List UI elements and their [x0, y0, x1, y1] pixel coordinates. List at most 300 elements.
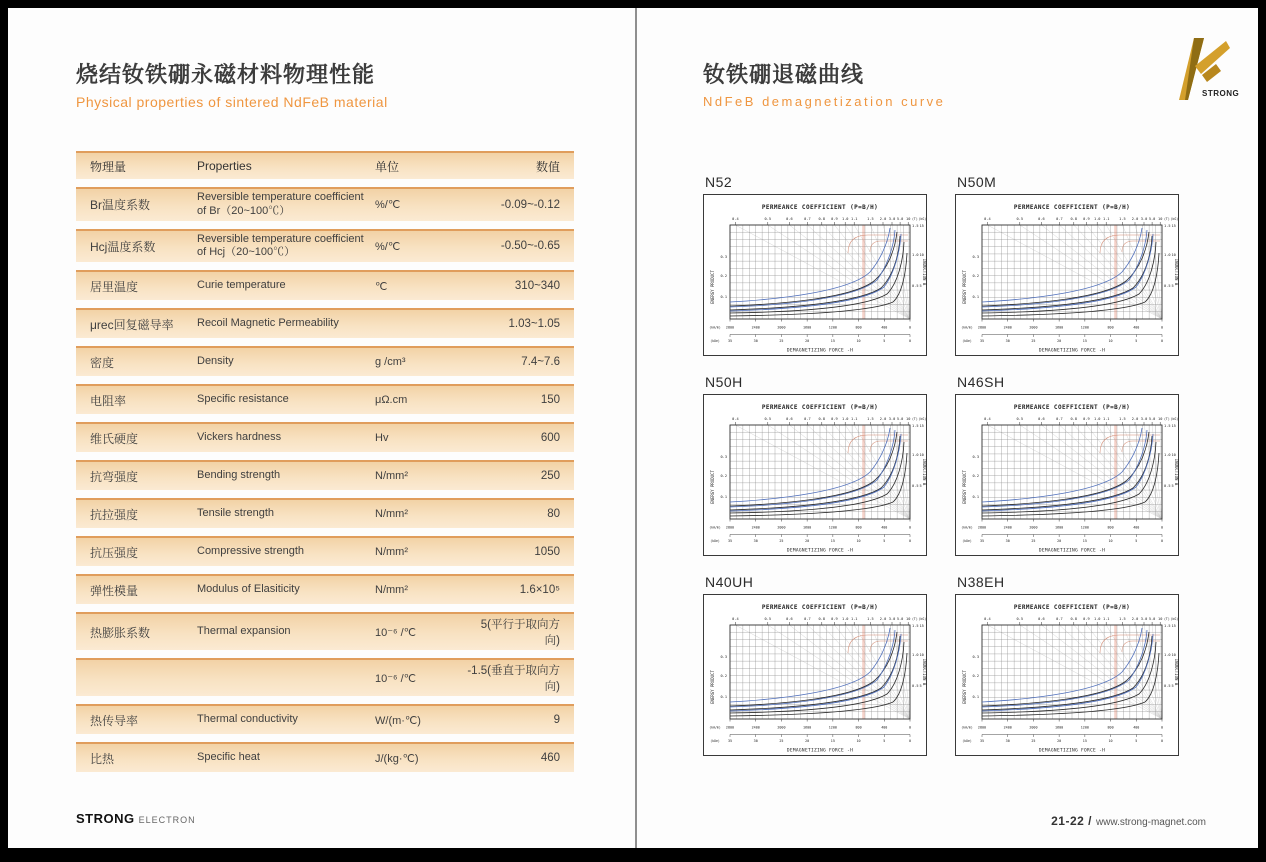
- svg-text:35: 35: [979, 539, 985, 543]
- cell-desc-en: Bending strength: [197, 469, 281, 482]
- cell-name-zh: 电阻率: [90, 393, 127, 408]
- svg-text:5.0: 5.0: [896, 217, 904, 221]
- svg-text:1.5: 1.5: [1164, 424, 1171, 428]
- svg-text:0.6: 0.6: [786, 417, 793, 421]
- svg-text:0.7: 0.7: [1056, 217, 1063, 221]
- svg-text:1.0: 1.0: [1164, 453, 1171, 457]
- cell-name-zh: 抗压强度: [90, 545, 139, 560]
- right-page-footer: [1051, 814, 1206, 828]
- website-url: www.strong-magnet.com: [1095, 817, 1206, 828]
- svg-text:2000: 2000: [777, 725, 786, 730]
- svg-text:1.1: 1.1: [850, 417, 858, 421]
- cell-value: 310~340: [514, 280, 560, 292]
- page-number: 21-22 /: [1051, 814, 1092, 828]
- svg-text:0.2: 0.2: [720, 274, 727, 278]
- chart-N50H: [703, 374, 925, 556]
- bh-curves: [982, 632, 1159, 716]
- cell-name-zh: 密度: [90, 355, 115, 370]
- svg-text:15: 15: [830, 739, 835, 743]
- svg-text:0.1: 0.1: [972, 295, 979, 299]
- svg-text:PERMEANCE COEFFICIENT (P=B/H): PERMEANCE COEFFICIENT (P=B/H): [1013, 204, 1131, 211]
- svg-text:25: 25: [1031, 739, 1036, 743]
- cell-desc-en: Vickers hardness: [197, 431, 282, 444]
- svg-text:(T): (T): [1164, 217, 1170, 221]
- cell-value: 7.4~7.6: [521, 356, 560, 368]
- svg-text:0.5: 0.5: [764, 617, 772, 621]
- chart-frame: [703, 394, 927, 556]
- svg-text:1.0: 1.0: [1164, 653, 1171, 657]
- svg-text:0: 0: [908, 739, 912, 743]
- svg-text:5: 5: [1171, 684, 1174, 688]
- svg-text:15: 15: [830, 339, 835, 343]
- x-axis-label: DEMAGNETIZING FORCE -H: [1038, 548, 1106, 554]
- svg-text:1.1: 1.1: [1102, 417, 1110, 421]
- cell-name-zh: Hcj温度系数: [90, 239, 156, 254]
- svg-text:10: 10: [856, 339, 861, 343]
- svg-text:35: 35: [727, 339, 733, 343]
- svg-text:1200: 1200: [828, 525, 837, 530]
- cell-desc-en: Reversible temperature coefficient of Hcj（20~100℃）: [197, 232, 364, 259]
- svg-text:1.0: 1.0: [1093, 217, 1101, 221]
- svg-text:3.0: 3.0: [888, 217, 896, 221]
- svg-text:10: 10: [906, 217, 911, 221]
- cell-value: 80: [547, 508, 560, 520]
- svg-text:10: 10: [919, 653, 924, 657]
- left-axis-label: ENERGY PRODUCT: [962, 670, 967, 704]
- cell-name-zh: 居里温度: [90, 279, 139, 294]
- svg-text:0.1: 0.1: [720, 295, 727, 299]
- cell-name-zh: 弹性模量: [90, 583, 139, 598]
- cell-name-zh: 热膨胀系数: [90, 625, 151, 640]
- svg-text:(kOe): (kOe): [710, 539, 720, 543]
- svg-text:15: 15: [1171, 424, 1176, 428]
- left-axis-label: ENERGY PRODUCT: [710, 670, 715, 704]
- svg-text:1.5: 1.5: [912, 424, 919, 428]
- cell-value: 9: [553, 714, 560, 726]
- svg-text:2000: 2000: [1029, 525, 1038, 530]
- chart-grade-label: N40UH: [705, 574, 754, 590]
- svg-text:5: 5: [1135, 339, 1138, 343]
- svg-text:1.5: 1.5: [1119, 417, 1126, 421]
- x-axis-label: DEMAGNETIZING FORCE -H: [1038, 348, 1106, 354]
- cell-desc-en: Thermal expansion: [197, 625, 291, 638]
- svg-text:1600: 1600: [1055, 325, 1064, 330]
- svg-text:800: 800: [855, 725, 862, 730]
- reference-band: [1114, 225, 1117, 319]
- svg-text:25: 25: [779, 739, 784, 743]
- svg-text:0: 0: [1160, 725, 1164, 730]
- two-page-spread: [8, 8, 1258, 848]
- svg-text:3.0: 3.0: [1140, 617, 1148, 621]
- chart-N46SH: [955, 374, 1177, 556]
- cell-unit: g /cm³: [375, 356, 406, 368]
- svg-text:10: 10: [1108, 339, 1113, 343]
- chart-N50M: [955, 174, 1177, 356]
- svg-text:25: 25: [779, 339, 784, 343]
- cell-value: 460: [540, 752, 560, 764]
- svg-text:0: 0: [908, 325, 912, 330]
- right-page: [637, 8, 1258, 848]
- svg-text:0.9: 0.9: [831, 417, 838, 421]
- svg-text:1.1: 1.1: [850, 617, 858, 621]
- svg-text:35: 35: [979, 339, 985, 343]
- svg-text:5.0: 5.0: [1148, 617, 1156, 621]
- svg-text:0.4: 0.4: [732, 217, 739, 221]
- svg-text:25: 25: [779, 539, 784, 543]
- svg-text:0.8: 0.8: [818, 617, 826, 621]
- svg-text:10: 10: [919, 453, 924, 457]
- svg-text:400: 400: [1133, 725, 1140, 730]
- svg-text:2.0: 2.0: [879, 417, 887, 421]
- svg-text:(kA/m): (kA/m): [709, 325, 721, 330]
- svg-text:0.5: 0.5: [1016, 617, 1024, 621]
- left-page-title-en: Physical properties of sintered NdFeB material: [76, 94, 388, 110]
- cell-unit: N/mm²: [375, 470, 408, 482]
- cell-unit: W/(m·℃): [375, 714, 421, 727]
- bh-curves: [982, 432, 1159, 516]
- svg-text:1.0: 1.0: [912, 453, 919, 457]
- cell-value: 1.03~1.05: [508, 318, 560, 330]
- x-axis-label: DEMAGNETIZING FORCE -H: [786, 348, 854, 354]
- svg-text:2800: 2800: [725, 325, 735, 330]
- svg-text:20: 20: [1057, 739, 1062, 743]
- demagnetization-chart-svg: [704, 395, 926, 555]
- cell-value: -0.09~-0.12: [500, 198, 560, 211]
- svg-text:2.0: 2.0: [879, 617, 887, 621]
- svg-text:2.0: 2.0: [879, 217, 887, 221]
- svg-text:10: 10: [919, 253, 924, 257]
- svg-text:2800: 2800: [725, 525, 735, 530]
- right-axis-label: INDUCTION B: [922, 258, 927, 286]
- x-axis-label: DEMAGNETIZING FORCE -H: [1038, 748, 1106, 754]
- table-row: [76, 270, 574, 300]
- svg-text:(kG): (kG): [1170, 417, 1179, 421]
- svg-text:2000: 2000: [1029, 325, 1038, 330]
- svg-text:0.1: 0.1: [720, 495, 727, 499]
- svg-text:5: 5: [1171, 284, 1174, 288]
- reference-band: [1114, 625, 1117, 719]
- svg-text:1.5: 1.5: [867, 217, 874, 221]
- reference-band: [1114, 425, 1117, 519]
- svg-text:0.7: 0.7: [804, 617, 811, 621]
- svg-text:0.8: 0.8: [1070, 417, 1078, 421]
- bh-curves: [982, 232, 1159, 316]
- svg-text:30: 30: [753, 539, 758, 543]
- svg-text:0.5: 0.5: [912, 684, 919, 688]
- bh-curves: [730, 232, 907, 316]
- svg-text:400: 400: [1133, 325, 1140, 330]
- left-page-header: [76, 58, 388, 110]
- table-row: [76, 658, 574, 696]
- svg-text:0: 0: [908, 525, 912, 530]
- header-unit: 单位: [375, 159, 400, 174]
- svg-text:15: 15: [919, 224, 924, 228]
- chart-grade-label: N46SH: [957, 374, 1005, 390]
- left-axis-label: ENERGY PRODUCT: [962, 270, 967, 304]
- logo-text: STRONG: [1202, 89, 1240, 98]
- svg-text:(kOe): (kOe): [962, 739, 972, 743]
- table-row: [76, 704, 574, 734]
- left-axis-label: ENERGY PRODUCT: [710, 470, 715, 504]
- svg-text:400: 400: [881, 725, 888, 730]
- svg-text:30: 30: [753, 339, 758, 343]
- svg-text:0.7: 0.7: [1056, 617, 1063, 621]
- cell-value: 1.6×10⁵: [519, 584, 560, 596]
- strong-logo: [1176, 34, 1240, 119]
- svg-text:2000: 2000: [777, 525, 786, 530]
- reference-band: [862, 625, 865, 719]
- left-page: [8, 8, 635, 848]
- bh-curves: [730, 632, 907, 716]
- svg-text:(T): (T): [912, 417, 918, 421]
- table-row: [76, 187, 574, 221]
- svg-text:1.5: 1.5: [1164, 624, 1171, 628]
- svg-text:1.5: 1.5: [912, 624, 919, 628]
- svg-text:20: 20: [1057, 339, 1062, 343]
- svg-text:2800: 2800: [725, 725, 735, 730]
- svg-text:20: 20: [805, 339, 810, 343]
- svg-text:0.4: 0.4: [732, 617, 739, 621]
- svg-text:(kG): (kG): [918, 617, 927, 621]
- svg-text:0.5: 0.5: [1016, 217, 1024, 221]
- svg-text:400: 400: [1133, 525, 1140, 530]
- svg-text:1.0: 1.0: [1093, 417, 1101, 421]
- svg-text:1200: 1200: [1080, 525, 1089, 530]
- svg-text:1.0: 1.0: [1093, 617, 1101, 621]
- left-page-title-zh: 烧结钕铁硼永磁材料物理性能: [76, 62, 376, 87]
- svg-text:0.6: 0.6: [786, 617, 793, 621]
- svg-text:2800: 2800: [977, 325, 987, 330]
- table-row: [76, 612, 574, 650]
- svg-text:1200: 1200: [1080, 325, 1089, 330]
- svg-text:0.9: 0.9: [831, 617, 838, 621]
- svg-text:15: 15: [830, 539, 835, 543]
- svg-text:2800: 2800: [977, 525, 987, 530]
- cell-unit: 10⁻⁶ /℃: [375, 626, 417, 639]
- chart-grade-label: N38EH: [957, 574, 1005, 590]
- svg-text:10: 10: [1158, 617, 1163, 621]
- cell-unit: J/(kg·℃): [375, 752, 419, 765]
- svg-text:0.5: 0.5: [1164, 484, 1171, 488]
- properties-table: [76, 151, 574, 772]
- right-page-header: [703, 58, 945, 109]
- svg-text:5: 5: [1135, 739, 1138, 743]
- cell-unit: N/mm²: [375, 508, 408, 520]
- svg-text:(kG): (kG): [918, 417, 927, 421]
- svg-text:3.0: 3.0: [888, 417, 896, 421]
- svg-text:1.5: 1.5: [1119, 617, 1126, 621]
- svg-text:0.3: 0.3: [720, 655, 727, 659]
- cell-value: 600: [540, 432, 560, 444]
- cell-value: 250: [540, 470, 560, 482]
- svg-text:400: 400: [881, 525, 888, 530]
- svg-text:30: 30: [1005, 339, 1010, 343]
- cell-unit: μΩ.cm: [375, 394, 408, 406]
- svg-text:20: 20: [805, 539, 810, 543]
- svg-text:PERMEANCE COEFFICIENT (P=B/H): PERMEANCE COEFFICIENT (P=B/H): [761, 604, 879, 611]
- svg-text:800: 800: [855, 325, 862, 330]
- cell-value: 150: [540, 394, 560, 406]
- table-row: [76, 422, 574, 452]
- svg-text:0.2: 0.2: [720, 674, 727, 678]
- svg-text:25: 25: [1031, 339, 1036, 343]
- svg-text:0.5: 0.5: [1164, 684, 1171, 688]
- x-axis-label: DEMAGNETIZING FORCE -H: [786, 748, 854, 754]
- svg-text:1.5: 1.5: [912, 224, 919, 228]
- svg-text:1600: 1600: [803, 525, 812, 530]
- svg-text:1.0: 1.0: [841, 217, 849, 221]
- chart-frame: [703, 594, 927, 756]
- svg-text:0: 0: [1160, 339, 1164, 343]
- svg-text:800: 800: [1107, 525, 1114, 530]
- svg-text:0.7: 0.7: [804, 217, 811, 221]
- svg-text:PERMEANCE COEFFICIENT (P=B/H): PERMEANCE COEFFICIENT (P=B/H): [1013, 404, 1131, 411]
- svg-text:(kOe): (kOe): [962, 539, 972, 543]
- svg-text:20: 20: [805, 739, 810, 743]
- svg-text:1.5: 1.5: [1119, 217, 1126, 221]
- svg-text:0.4: 0.4: [984, 617, 991, 621]
- table-row: [76, 498, 574, 528]
- svg-text:0.3: 0.3: [720, 455, 727, 459]
- svg-text:3.0: 3.0: [1140, 417, 1148, 421]
- svg-text:10: 10: [906, 417, 911, 421]
- svg-text:0: 0: [908, 725, 912, 730]
- svg-text:35: 35: [727, 739, 733, 743]
- demagnetization-chart-svg: [704, 595, 926, 755]
- svg-text:(kA/m): (kA/m): [961, 525, 973, 530]
- svg-text:35: 35: [979, 739, 985, 743]
- svg-text:2800: 2800: [977, 725, 987, 730]
- svg-text:2400: 2400: [751, 525, 760, 530]
- svg-text:1.0: 1.0: [912, 653, 919, 657]
- svg-text:0.9: 0.9: [1083, 217, 1090, 221]
- svg-text:0.6: 0.6: [786, 217, 793, 221]
- svg-text:0.8: 0.8: [818, 417, 826, 421]
- reference-band: [862, 225, 865, 319]
- svg-text:0.9: 0.9: [1083, 417, 1090, 421]
- svg-text:(T): (T): [912, 217, 918, 221]
- table-row: [76, 308, 574, 338]
- svg-text:0.5: 0.5: [912, 484, 919, 488]
- svg-text:30: 30: [753, 739, 758, 743]
- svg-text:(kOe): (kOe): [962, 339, 972, 343]
- cell-name-zh: μrec回复磁导率: [90, 317, 174, 332]
- right-page-title-zh: 钕铁硼退磁曲线: [703, 62, 865, 87]
- svg-text:15: 15: [1171, 224, 1176, 228]
- svg-text:2.0: 2.0: [1131, 217, 1139, 221]
- cell-desc-en: Density: [197, 355, 234, 368]
- svg-text:5: 5: [919, 484, 922, 488]
- svg-text:0.1: 0.1: [972, 495, 979, 499]
- svg-text:0.7: 0.7: [804, 417, 811, 421]
- svg-text:(kG): (kG): [1170, 617, 1179, 621]
- svg-text:5.0: 5.0: [896, 417, 904, 421]
- svg-text:0.2: 0.2: [720, 474, 727, 478]
- svg-text:(T): (T): [1164, 617, 1170, 621]
- svg-text:(kA/m): (kA/m): [961, 725, 973, 730]
- svg-text:1.5: 1.5: [1164, 224, 1171, 228]
- svg-text:10: 10: [856, 539, 861, 543]
- svg-text:2400: 2400: [1003, 525, 1012, 530]
- left-axis-label: ENERGY PRODUCT: [962, 470, 967, 504]
- strong-logo-icon: [1176, 34, 1240, 114]
- chart-frame: [955, 594, 1179, 756]
- svg-text:(kOe): (kOe): [710, 739, 720, 743]
- svg-text:15: 15: [1082, 739, 1087, 743]
- svg-text:1.5: 1.5: [867, 617, 874, 621]
- cell-unit: %/℃: [375, 240, 401, 253]
- chart-frame: [703, 194, 927, 356]
- svg-text:2400: 2400: [751, 325, 760, 330]
- svg-text:10: 10: [856, 739, 861, 743]
- svg-text:(kA/m): (kA/m): [961, 325, 973, 330]
- svg-text:0.2: 0.2: [972, 274, 979, 278]
- svg-text:0.3: 0.3: [720, 255, 727, 259]
- svg-text:1.0: 1.0: [841, 617, 849, 621]
- svg-text:2000: 2000: [1029, 725, 1038, 730]
- svg-text:0.3: 0.3: [972, 455, 979, 459]
- svg-text:1.0: 1.0: [1164, 253, 1171, 257]
- svg-text:5: 5: [1135, 539, 1138, 543]
- cell-desc-en: Thermal conductivity: [197, 713, 298, 726]
- svg-text:2400: 2400: [1003, 325, 1012, 330]
- svg-text:5: 5: [1171, 484, 1174, 488]
- svg-text:1600: 1600: [803, 325, 812, 330]
- svg-text:800: 800: [1107, 725, 1114, 730]
- svg-text:0.5: 0.5: [764, 417, 772, 421]
- cell-unit: 10⁻⁶ /℃: [375, 672, 417, 685]
- svg-text:1200: 1200: [828, 725, 837, 730]
- svg-text:30: 30: [1005, 739, 1010, 743]
- svg-text:1200: 1200: [1080, 725, 1089, 730]
- table-row: [76, 742, 574, 772]
- bh-curves: [730, 432, 907, 516]
- svg-text:5: 5: [883, 739, 886, 743]
- svg-text:10: 10: [906, 617, 911, 621]
- svg-text:0.5: 0.5: [912, 284, 919, 288]
- cell-desc-en: Specific heat: [197, 751, 260, 764]
- cell-unit: Hv: [375, 432, 389, 444]
- svg-text:800: 800: [855, 525, 862, 530]
- svg-text:5: 5: [919, 684, 922, 688]
- right-axis-label: INDUCTION B: [1174, 258, 1179, 286]
- svg-text:2.0: 2.0: [1131, 417, 1139, 421]
- cell-value: 1050: [534, 546, 560, 558]
- svg-text:0.1: 0.1: [972, 695, 979, 699]
- demagnetization-chart-svg: [956, 195, 1178, 355]
- brand-strong: STRONG: [76, 811, 135, 826]
- svg-text:0.4: 0.4: [984, 417, 991, 421]
- reference-band: [862, 425, 865, 519]
- chart-grade-label: N50H: [705, 374, 743, 390]
- svg-text:0.1: 0.1: [720, 695, 727, 699]
- svg-text:400: 400: [881, 325, 888, 330]
- cell-name-zh: 抗拉强度: [90, 507, 139, 522]
- svg-text:1600: 1600: [1055, 725, 1064, 730]
- svg-text:PERMEANCE COEFFICIENT (P=B/H): PERMEANCE COEFFICIENT (P=B/H): [1013, 604, 1131, 611]
- svg-text:15: 15: [919, 424, 924, 428]
- svg-text:0.5: 0.5: [1016, 417, 1024, 421]
- chart-N40UH: [703, 574, 925, 756]
- svg-text:0.4: 0.4: [984, 217, 991, 221]
- demagnetization-charts-grid: [703, 174, 1177, 756]
- right-axis-label: INDUCTION B: [922, 458, 927, 486]
- svg-text:5: 5: [883, 339, 886, 343]
- svg-text:10: 10: [1158, 417, 1163, 421]
- left-axis-label: ENERGY PRODUCT: [710, 270, 715, 304]
- cell-name-zh: Br温度系数: [90, 198, 151, 213]
- svg-text:0.8: 0.8: [1070, 217, 1078, 221]
